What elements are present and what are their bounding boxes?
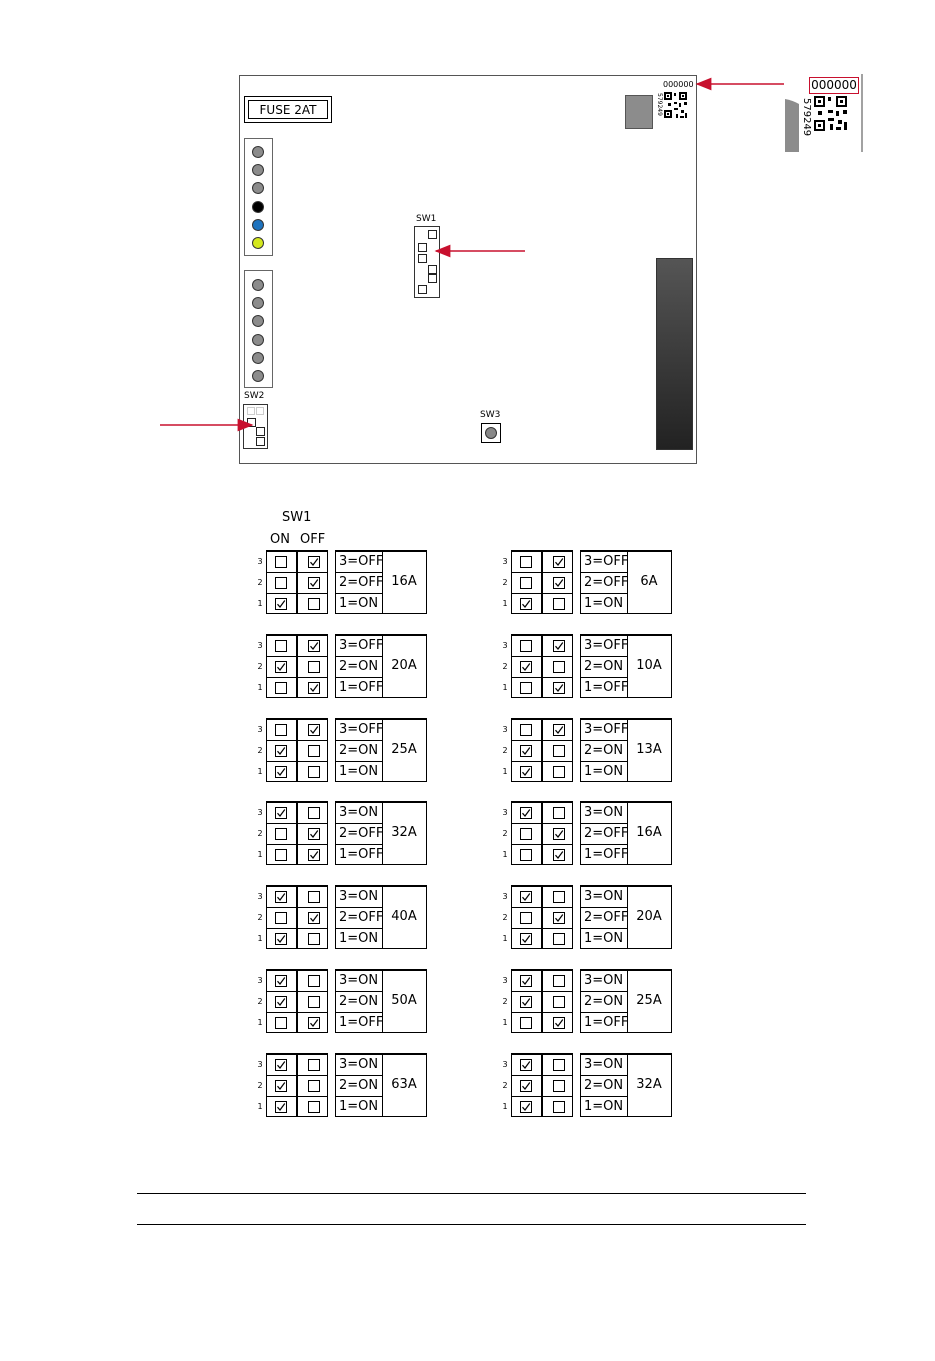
row-number: 1: [257, 1018, 263, 1027]
checkbox-empty[interactable]: [553, 933, 565, 945]
grid-row-line: [512, 1075, 572, 1076]
switch-setting-text: 3=ON: [584, 1057, 624, 1072]
checkbox-empty[interactable]: [553, 766, 565, 778]
checkbox-empty[interactable]: [553, 975, 565, 987]
grid-row-line: [512, 677, 572, 678]
checkbox-checked[interactable]: [520, 891, 532, 903]
row-number: 3: [257, 641, 263, 650]
checkbox-checked[interactable]: [275, 975, 287, 987]
switch-setting-text: 2=OFF: [584, 575, 629, 590]
row-number: 1: [257, 767, 263, 776]
checkbox-empty[interactable]: [308, 1101, 320, 1113]
current-rating-label: 6A: [640, 574, 658, 589]
switch-setting-text: 1=OFF: [584, 847, 629, 862]
row-number: 3: [502, 892, 508, 901]
checkbox-empty[interactable]: [553, 1101, 565, 1113]
fuse-label: FUSE 2AT: [248, 100, 328, 119]
checkbox-checked[interactable]: [308, 724, 320, 736]
qr-number-board: 579249: [656, 93, 663, 116]
checkbox-empty[interactable]: [275, 724, 287, 736]
grid-row-line: [267, 844, 327, 845]
current-rating-label: 25A: [391, 742, 417, 757]
grid-row-line: [512, 1096, 572, 1097]
grid-divider: [296, 552, 298, 613]
row-number: 2: [257, 829, 263, 838]
grid-row-line: [267, 740, 327, 741]
switch-setting-text: 1=ON: [339, 1099, 379, 1114]
switch-setting-text: 1=ON: [584, 764, 624, 779]
checkbox-empty[interactable]: [308, 807, 320, 819]
setting-description-box: [335, 885, 427, 949]
setting-table-left-32A: [258, 801, 428, 865]
serial-number-small: 000000: [663, 80, 694, 89]
current-rating-label: 20A: [636, 909, 662, 924]
row-number: 2: [502, 578, 508, 587]
checkbox-checked[interactable]: [553, 640, 565, 652]
switch-setting-text: 1=OFF: [339, 1015, 384, 1030]
checkbox-checked[interactable]: [275, 1101, 287, 1113]
switch-setting-text: 2=ON: [339, 659, 379, 674]
row-number: 1: [502, 683, 508, 692]
checkbox-grid: [266, 634, 328, 698]
off-column-header: OFF: [300, 532, 326, 547]
switch-setting-text: 2=OFF: [339, 575, 384, 590]
checkbox-checked[interactable]: [275, 891, 287, 903]
checkbox-empty[interactable]: [520, 912, 532, 924]
checkbox-checked[interactable]: [520, 996, 532, 1008]
switch-setting-text: 1=ON: [584, 1099, 624, 1114]
current-rating-label: 25A: [636, 993, 662, 1008]
grid-divider: [541, 803, 543, 864]
checkbox-checked[interactable]: [520, 1080, 532, 1092]
setting-table-right-10A: [503, 634, 673, 698]
row-number: 2: [257, 746, 263, 755]
checkbox-checked[interactable]: [275, 1080, 287, 1092]
setting-description-box: [335, 801, 427, 865]
row-number: 2: [502, 829, 508, 838]
checkbox-checked[interactable]: [275, 661, 287, 673]
grid-row-line: [512, 907, 572, 908]
grid-row-line: [512, 1012, 572, 1013]
checkbox-empty[interactable]: [308, 1059, 320, 1071]
row-number: 3: [257, 557, 263, 566]
callout-arrows: [0, 0, 935, 480]
row-number: 3: [257, 725, 263, 734]
checkbox-checked[interactable]: [308, 828, 320, 840]
setting-table-right-25A: [503, 969, 673, 1033]
grid-row-line: [512, 991, 572, 992]
switch-setting-text: 3=OFF: [339, 722, 384, 737]
footer-rule-bottom: [137, 1224, 806, 1225]
checkbox-checked[interactable]: [520, 807, 532, 819]
checkbox-empty[interactable]: [553, 807, 565, 819]
grid-divider: [296, 1055, 298, 1116]
row-number: 3: [502, 1060, 508, 1069]
row-number: 1: [502, 1018, 508, 1027]
grid-divider: [296, 803, 298, 864]
row-number: 2: [257, 662, 263, 671]
setting-description-box: [335, 634, 427, 698]
switch-setting-text: 2=ON: [584, 994, 624, 1009]
grid-divider: [541, 1055, 543, 1116]
on-column-header: ON: [270, 532, 290, 547]
setting-table-left-25A: [258, 718, 428, 782]
checkbox-grid: [511, 550, 573, 614]
setting-table-right-20A: [503, 885, 673, 949]
checkbox-grid: [511, 885, 573, 949]
grid-row-line: [267, 656, 327, 657]
row-number: 3: [502, 557, 508, 566]
switch-setting-text: 3=OFF: [584, 554, 629, 569]
current-rating-label: 50A: [391, 993, 417, 1008]
setting-description-box: [580, 969, 672, 1033]
row-number: 3: [502, 725, 508, 734]
checkbox-checked[interactable]: [275, 745, 287, 757]
switch-setting-text: 3=OFF: [584, 638, 629, 653]
checkbox-checked[interactable]: [553, 828, 565, 840]
grid-row-line: [512, 572, 572, 573]
checkbox-checked[interactable]: [520, 1059, 532, 1071]
checkbox-empty[interactable]: [520, 1017, 532, 1029]
switch-setting-text: 2=ON: [339, 994, 379, 1009]
row-number: 2: [257, 913, 263, 922]
checkbox-empty[interactable]: [275, 849, 287, 861]
setting-table-left-40A: [258, 885, 428, 949]
setting-table-right-16A: [503, 801, 673, 865]
checkbox-checked[interactable]: [308, 1017, 320, 1029]
row-number: 1: [502, 1102, 508, 1111]
checkbox-checked[interactable]: [520, 745, 532, 757]
row-number: 3: [502, 808, 508, 817]
row-number: 2: [502, 1081, 508, 1090]
checkbox-checked[interactable]: [553, 912, 565, 924]
checkbox-empty[interactable]: [520, 640, 532, 652]
checkbox-empty[interactable]: [520, 849, 532, 861]
current-rating-label: 20A: [391, 658, 417, 673]
checkbox-checked[interactable]: [520, 933, 532, 945]
checkbox-empty[interactable]: [308, 1080, 320, 1092]
checkbox-checked[interactable]: [308, 912, 320, 924]
grid-row-line: [512, 823, 572, 824]
setting-table-right-13A: [503, 718, 673, 782]
grid-row-line: [267, 572, 327, 573]
row-number: 1: [257, 683, 263, 692]
checkbox-empty[interactable]: [553, 661, 565, 673]
checkbox-empty[interactable]: [520, 724, 532, 736]
checkbox-checked[interactable]: [275, 996, 287, 1008]
checkbox-grid: [511, 801, 573, 865]
switch-setting-text: 3=OFF: [584, 722, 629, 737]
switch-setting-text: 2=ON: [584, 1078, 624, 1093]
switch-setting-text: 1=ON: [339, 764, 379, 779]
checkbox-grid: [266, 801, 328, 865]
serial-number-highlight: 000000: [809, 77, 859, 94]
sw1-board-label: SW1: [416, 214, 437, 224]
current-rating-label: 16A: [391, 574, 417, 589]
grid-row-line: [267, 823, 327, 824]
checkbox-checked[interactable]: [520, 1101, 532, 1113]
checkbox-checked[interactable]: [520, 766, 532, 778]
switch-setting-text: 2=OFF: [584, 910, 629, 925]
checkbox-checked[interactable]: [275, 933, 287, 945]
checkbox-empty[interactable]: [308, 598, 320, 610]
current-rating-label: 40A: [391, 909, 417, 924]
grid-row-line: [512, 844, 572, 845]
row-number: 2: [502, 997, 508, 1006]
grid-row-line: [267, 1075, 327, 1076]
grid-row-line: [267, 677, 327, 678]
switch-setting-text: 2=ON: [339, 1078, 379, 1093]
current-rating-label: 63A: [391, 1077, 417, 1092]
checkbox-checked[interactable]: [308, 849, 320, 861]
checkbox-empty[interactable]: [308, 933, 320, 945]
switch-setting-text: 3=ON: [584, 889, 624, 904]
checkbox-checked[interactable]: [553, 556, 565, 568]
checkbox-checked[interactable]: [275, 766, 287, 778]
switch-setting-text: 1=ON: [339, 596, 379, 611]
row-number: 1: [257, 934, 263, 943]
row-number: 1: [502, 850, 508, 859]
settings-title: SW1: [282, 510, 312, 525]
checkbox-grid: [511, 718, 573, 782]
switch-setting-text: 3=ON: [584, 973, 624, 988]
current-rating-label: 16A: [636, 825, 662, 840]
checkbox-grid: [266, 718, 328, 782]
grid-divider: [296, 720, 298, 781]
checkbox-empty[interactable]: [308, 891, 320, 903]
switch-setting-text: 1=ON: [584, 596, 624, 611]
sw3-board-label: SW3: [480, 410, 501, 420]
switch-setting-text: 2=OFF: [339, 826, 384, 841]
setting-table-left-16A: [258, 550, 428, 614]
switch-setting-text: 3=OFF: [339, 638, 384, 653]
grid-divider: [296, 887, 298, 948]
setting-table-left-20A: [258, 634, 428, 698]
row-number: 1: [502, 767, 508, 776]
grid-divider: [541, 552, 543, 613]
checkbox-checked[interactable]: [520, 661, 532, 673]
checkbox-empty[interactable]: [275, 577, 287, 589]
grid-row-line: [267, 907, 327, 908]
row-number: 1: [257, 850, 263, 859]
row-number: 2: [257, 997, 263, 1006]
grid-divider: [541, 720, 543, 781]
grid-row-line: [512, 928, 572, 929]
grid-row-line: [267, 761, 327, 762]
checkbox-checked[interactable]: [553, 682, 565, 694]
switch-setting-text: 2=OFF: [339, 910, 384, 925]
setting-table-left-63A: [258, 1053, 428, 1117]
sw2-board-label: SW2: [244, 391, 265, 401]
row-number: 3: [257, 1060, 263, 1069]
setting-description-box: [335, 550, 427, 614]
checkbox-empty[interactable]: [553, 1080, 565, 1092]
switch-setting-text: 3=ON: [339, 1057, 379, 1072]
row-number: 2: [502, 662, 508, 671]
switch-setting-text: 3=ON: [339, 889, 379, 904]
setting-table-right-6A: [503, 550, 673, 614]
checkbox-empty[interactable]: [520, 828, 532, 840]
switch-setting-text: 2=ON: [584, 743, 624, 758]
grid-divider: [296, 636, 298, 697]
grid-row-line: [512, 761, 572, 762]
setting-description-box: [580, 550, 672, 614]
switch-setting-text: 2=OFF: [584, 826, 629, 841]
switch-setting-text: 3=OFF: [339, 554, 384, 569]
footer-rule-top: [137, 1193, 806, 1194]
grid-row-line: [512, 740, 572, 741]
current-rating-label: 13A: [636, 742, 662, 757]
row-number: 2: [502, 746, 508, 755]
switch-setting-text: 3=ON: [584, 805, 624, 820]
checkbox-grid: [266, 1053, 328, 1117]
checkbox-checked[interactable]: [553, 1017, 565, 1029]
grid-divider: [296, 971, 298, 1032]
checkbox-checked[interactable]: [308, 682, 320, 694]
checkbox-empty[interactable]: [275, 828, 287, 840]
setting-description-box: [335, 718, 427, 782]
checkbox-empty[interactable]: [275, 682, 287, 694]
checkbox-empty[interactable]: [275, 912, 287, 924]
checkbox-empty[interactable]: [308, 745, 320, 757]
checkbox-empty[interactable]: [275, 1017, 287, 1029]
row-number: 3: [257, 976, 263, 985]
checkbox-checked[interactable]: [308, 577, 320, 589]
row-number: 2: [257, 1081, 263, 1090]
switch-setting-text: 2=ON: [339, 743, 379, 758]
checkbox-grid: [511, 969, 573, 1033]
checkbox-empty[interactable]: [553, 1059, 565, 1071]
setting-description-box: [580, 885, 672, 949]
row-number: 2: [502, 913, 508, 922]
switch-setting-text: 1=OFF: [339, 847, 384, 862]
checkbox-checked[interactable]: [553, 724, 565, 736]
row-number: 3: [257, 808, 263, 817]
grid-row-line: [267, 1096, 327, 1097]
checkbox-empty[interactable]: [275, 640, 287, 652]
setting-description-box: [580, 801, 672, 865]
checkbox-checked[interactable]: [553, 849, 565, 861]
grid-row-line: [512, 656, 572, 657]
checkbox-empty[interactable]: [308, 975, 320, 987]
row-number: 1: [257, 1102, 263, 1111]
checkbox-empty[interactable]: [520, 577, 532, 589]
switch-setting-text: 3=ON: [339, 973, 379, 988]
grid-row-line: [267, 991, 327, 992]
checkbox-empty[interactable]: [308, 766, 320, 778]
checkbox-empty[interactable]: [553, 891, 565, 903]
checkbox-checked[interactable]: [275, 1059, 287, 1071]
setting-description-box: [580, 634, 672, 698]
switch-setting-text: 1=ON: [339, 931, 379, 946]
grid-divider: [541, 971, 543, 1032]
qr-number-zoom: 579249: [801, 98, 812, 137]
checkbox-empty[interactable]: [553, 598, 565, 610]
row-number: 1: [257, 599, 263, 608]
setting-table-left-50A: [258, 969, 428, 1033]
row-number: 3: [257, 892, 263, 901]
grid-row-line: [267, 593, 327, 594]
switch-setting-text: 1=ON: [584, 931, 624, 946]
checkbox-grid: [511, 634, 573, 698]
checkbox-checked[interactable]: [553, 577, 565, 589]
checkbox-grid: [266, 885, 328, 949]
checkbox-checked[interactable]: [520, 975, 532, 987]
grid-row-line: [267, 1012, 327, 1013]
checkbox-empty[interactable]: [308, 996, 320, 1008]
checkbox-grid: [511, 1053, 573, 1117]
checkbox-grid: [266, 969, 328, 1033]
grid-row-line: [512, 593, 572, 594]
setting-description-box: [335, 1053, 427, 1117]
grid-divider: [541, 887, 543, 948]
setting-table-right-32A: [503, 1053, 673, 1117]
switch-setting-text: 1=OFF: [584, 1015, 629, 1030]
switch-setting-text: 1=OFF: [584, 680, 629, 695]
checkbox-checked[interactable]: [520, 598, 532, 610]
row-number: 2: [257, 578, 263, 587]
grid-divider: [541, 636, 543, 697]
checkbox-empty[interactable]: [520, 682, 532, 694]
checkbox-checked[interactable]: [308, 556, 320, 568]
row-number: 1: [502, 934, 508, 943]
checkbox-checked[interactable]: [275, 598, 287, 610]
row-number: 3: [502, 976, 508, 985]
row-number: 1: [502, 599, 508, 608]
checkbox-empty[interactable]: [308, 661, 320, 673]
checkbox-checked[interactable]: [308, 640, 320, 652]
checkbox-empty[interactable]: [553, 996, 565, 1008]
setting-description-box: [335, 969, 427, 1033]
switch-setting-text: 2=ON: [584, 659, 624, 674]
current-rating-label: 32A: [636, 1077, 662, 1092]
grid-row-line: [267, 928, 327, 929]
setting-description-box: [580, 718, 672, 782]
switch-setting-text: 3=ON: [339, 805, 379, 820]
checkbox-checked[interactable]: [275, 807, 287, 819]
checkbox-empty[interactable]: [553, 745, 565, 757]
switch-setting-text: 1=OFF: [339, 680, 384, 695]
checkbox-empty[interactable]: [520, 556, 532, 568]
checkbox-grid: [266, 550, 328, 614]
current-rating-label: 10A: [636, 658, 662, 673]
checkbox-empty[interactable]: [275, 556, 287, 568]
row-number: 3: [502, 641, 508, 650]
setting-description-box: [580, 1053, 672, 1117]
current-rating-label: 32A: [391, 825, 417, 840]
